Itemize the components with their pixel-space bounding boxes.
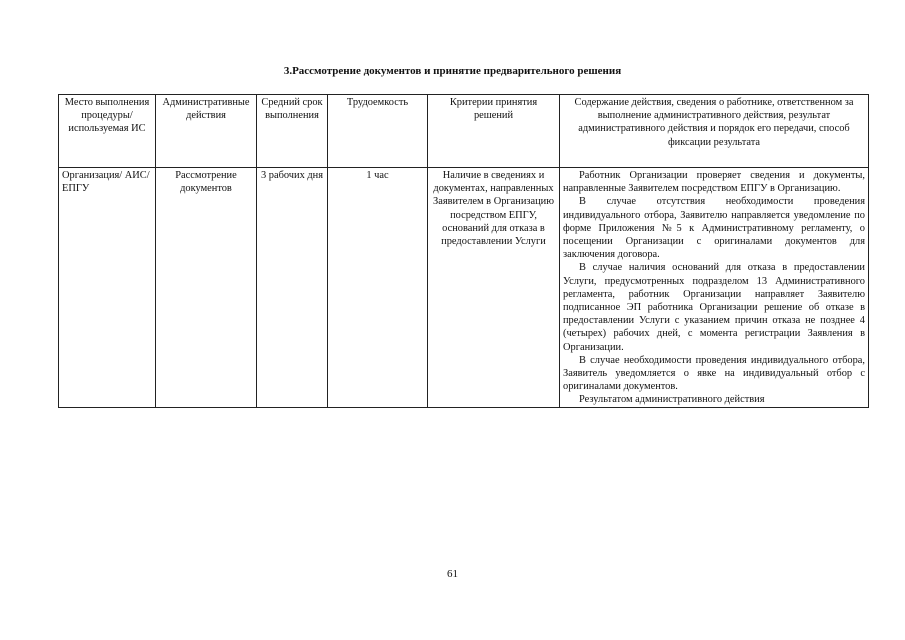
content-paragraph: Работник Организации проверяет сведения и документы, направленные Заявителем посредством ЕПГУ в Организацию. xyxy=(563,170,865,195)
header-effort: Трудоемкость xyxy=(328,95,428,168)
cell-action: Рассмотрение документов xyxy=(156,168,257,408)
header-place: Место выполнения процедуры/ используемая ИС xyxy=(59,95,156,168)
content-paragraph: Результатом административного действия xyxy=(579,394,765,406)
content-paragraph: В случае наличия оснований для отказа в предоставлении Услуги, предусмотренных подразделом 13 Административного регламента, работник Организации направляет Заявителю подписанное ЭП работника Организации решение об отказе в предоставлении Услуги с указанием причин отказа не позднее 4 (четырех) рабочих дней, с момента регистрации Заявления в Организации. xyxy=(563,262,865,353)
procedure-table xyxy=(58,94,869,408)
content-paragraph: В случае необходимости проведения индивидуального отбора, Заявитель уведомляется о явке на индивидуальный отбор с оригиналами документов. xyxy=(563,354,865,393)
header-term: Средний срок выполнения xyxy=(257,95,328,168)
header-content: Содержание действия, сведения о работнике, ответственном за выполнение административного действия, результат административного действия и порядок его передачи, способ фиксации результата xyxy=(560,95,869,168)
page-number: 61 xyxy=(447,568,458,580)
cell-place: Организация/ АИС/ЕПГУ xyxy=(59,168,156,408)
section-title: 3.Рассмотрение документов и принятие предварительного решения xyxy=(283,65,622,77)
table-header-row xyxy=(59,95,869,168)
cell-effort: 1 час xyxy=(328,168,428,408)
header-actions: Административные действия xyxy=(156,95,257,168)
header-criteria: Критерии принятия решений xyxy=(428,95,560,168)
cell-term: 3 рабочих дня xyxy=(257,168,328,408)
cell-content xyxy=(560,168,869,408)
content-paragraph: В случае отсутствия необходимости проведения индивидуального отбора, Заявителю направляется уведомление по форме Приложения №5 к Административному регламенту, о посещении Организации с оригиналами документов для заключения договора. xyxy=(563,196,865,261)
cell-criteria: Наличие в сведениях и документах, направленных Заявителем в Организацию посредством ЕПГУ, оснований для отказа в предоставлении Услуги xyxy=(428,168,560,408)
table-row xyxy=(59,168,869,408)
